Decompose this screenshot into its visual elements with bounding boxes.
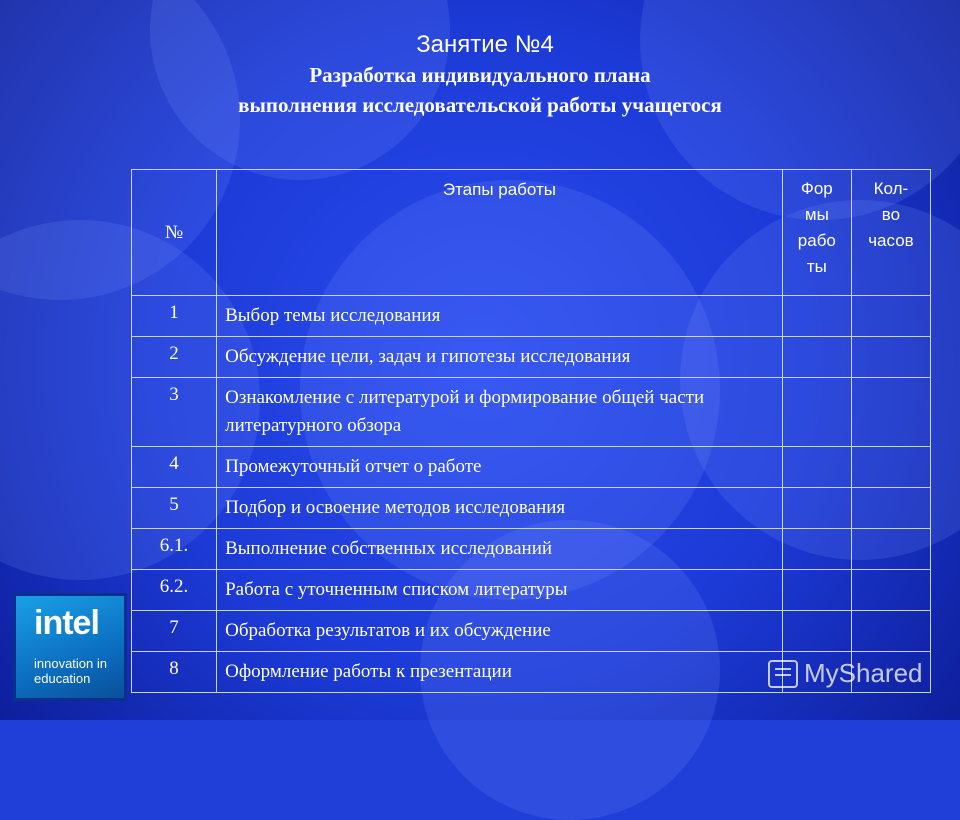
header-hours-line: Кол- xyxy=(873,179,909,198)
header-forms-line: мы xyxy=(804,205,829,224)
table-row xyxy=(132,488,931,529)
header-stages: Этапы работы xyxy=(217,170,783,296)
row-stage: Выполнение собственных исследований xyxy=(217,529,783,570)
intel-education-logo xyxy=(16,596,124,698)
lesson-title: Занятие №4 xyxy=(416,31,554,58)
row-hours xyxy=(851,296,930,337)
row-num: 8 xyxy=(132,652,217,693)
header-num: № xyxy=(132,170,217,296)
row-forms xyxy=(782,296,851,337)
work-plan-table xyxy=(131,169,931,693)
row-forms xyxy=(782,529,851,570)
intel-wordmark: intel xyxy=(34,604,99,642)
header-hours xyxy=(851,170,930,296)
row-hours xyxy=(851,570,930,611)
plan-title-line2: выполнения исследовательской работы учащегося xyxy=(238,93,722,117)
row-hours xyxy=(851,488,930,529)
row-num: 3 xyxy=(132,378,217,447)
intel-tagline-line: innovation in xyxy=(34,656,107,671)
row-stage: Работа с уточненным списком литературы xyxy=(217,570,783,611)
header-forms xyxy=(782,170,851,296)
intel-tagline xyxy=(34,656,107,686)
row-forms xyxy=(782,488,851,529)
watermark-text: MyShared xyxy=(804,658,923,688)
row-forms xyxy=(782,447,851,488)
table-row xyxy=(132,570,931,611)
table-row xyxy=(132,296,931,337)
row-num: 7 xyxy=(132,611,217,652)
table-row xyxy=(132,378,931,447)
intel-tagline-line: education xyxy=(34,671,91,686)
row-forms xyxy=(782,570,851,611)
plan-title-line1: Разработка индивидуального плана xyxy=(309,63,651,87)
row-num: 6.2. xyxy=(132,570,217,611)
slide-header xyxy=(0,30,960,120)
row-stage: Обработка результатов и их обсуждение xyxy=(217,611,783,652)
presentation-icon xyxy=(768,660,798,688)
row-num: 1 xyxy=(132,296,217,337)
table-header-row xyxy=(132,170,931,296)
row-num: 5 xyxy=(132,488,217,529)
header-forms-line: рабо xyxy=(797,231,836,250)
table-row xyxy=(132,337,931,378)
row-num: 2 xyxy=(132,337,217,378)
row-forms xyxy=(782,337,851,378)
header-hours-line: часов xyxy=(868,231,914,250)
table-row xyxy=(132,529,931,570)
header-forms-line: ты xyxy=(806,257,827,276)
row-stage: Подбор и освоение методов исследования xyxy=(217,488,783,529)
header-hours-line: во xyxy=(881,205,901,224)
row-stage: Промежуточный отчет о работе xyxy=(217,447,783,488)
row-forms xyxy=(782,378,851,447)
row-stage: Оформление работы к презентации xyxy=(217,652,783,693)
row-stage: Ознакомление с литературой и формирование общей части литературного обзора xyxy=(217,378,783,447)
table-row xyxy=(132,447,931,488)
myshared-watermark xyxy=(768,658,923,689)
row-num: 6.1. xyxy=(132,529,217,570)
row-hours xyxy=(851,378,930,447)
row-num: 4 xyxy=(132,447,217,488)
row-hours xyxy=(851,447,930,488)
row-hours xyxy=(851,611,930,652)
row-forms xyxy=(782,611,851,652)
row-hours xyxy=(851,529,930,570)
row-stage: Обсуждение цели, задач и гипотезы исследования xyxy=(217,337,783,378)
row-hours xyxy=(851,337,930,378)
row-stage: Выбор темы исследования xyxy=(217,296,783,337)
header-forms-line: Фор xyxy=(800,179,833,198)
table-row xyxy=(132,611,931,652)
